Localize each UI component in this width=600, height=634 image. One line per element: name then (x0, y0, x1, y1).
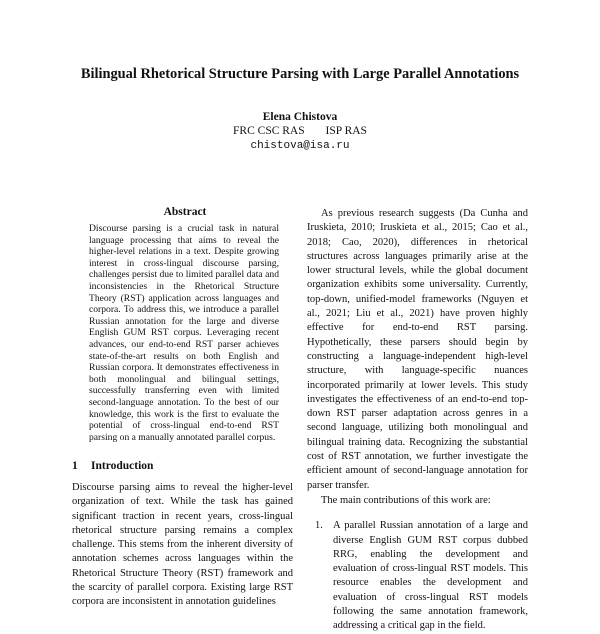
list-item-text: A parallel Russian annotation of a large and diverse English GUM RST corpus dubbed RRG, enabling the development and evaluation of cross-lingual RST models. This resource enables the development and evaluation of cross-lingual RST models following the same annotation framework, addressing a critical gap in the field. (333, 520, 528, 632)
author-name: Elena Chistova (262, 111, 338, 123)
right-column (307, 207, 528, 634)
affiliation: FRC CSC RAS (233, 125, 305, 137)
author-email: chistova@isa.ru (250, 140, 350, 152)
contributions-intro: The main contributions of this work are: (321, 494, 491, 506)
introduction-text: Discourse parsing aims to reveal the higher-level organization of text. While the task has gained significant traction in recent years, cross-lingual rhetorical structure parsing remains a complex challenge. This stems from the inherent diversity of annotation schemes across languages within the Rhetorical Structure Theory (RST) framework and the scarcity of parallel corpora. Existing large RST corpora are inconsistent in annotation guidelines (72, 482, 293, 608)
affiliation: ISP RAS (325, 125, 367, 137)
paper-title: Bilingual Rhetorical Structure Parsing with Large Parallel Annotations (80, 66, 520, 82)
abstract-heading: Abstract (163, 206, 207, 218)
list-marker: 1. (315, 520, 323, 532)
section-heading-introduction (72, 460, 153, 472)
section-number: 1 (72, 460, 78, 472)
contribution-list-item (307, 519, 528, 633)
body-paragraph: As previous research suggests (Da Cunha and Iruskieta, 2010; Iruskieta et al., 2015; Cao et al., 2018; Cao, 2020), differences in rhetorical structures across languages primarily arise at the lower structural levels, while the global document organization exhibits some universality. Currently, top-down, unified-model frameworks (Nguyen et al., 2021; Liu et al., 2021) have proven highly effective for end-to-end RST parsing. Hypothetically, these parsers should begin by constructing a language-independent high-level structure, with language-specific nuances incorporated primarily at lower levels. This study investigates the effectiveness of an end-to-end top-down RST parser adaptation across genres in a second language, utilizing both monolingual and bilingual training data. Recognizing the substantial cost of RST annotation, we further investigate the efficient amount of second-language annotation for parser transfer. (307, 208, 528, 491)
section-title: Introduction (91, 460, 154, 472)
abstract-text: Discourse parsing is a crucial task in natural language processing that aims to reveal the higher-level relations in a text. Despite growing interest in cross-lingual discourse parsing, challenges persist due to limited parallel data and inconsistencies in the Rhetorical Structure Theory (RST) application across languages and corpora. To address this, we introduce a parallel Russian annotation for the large and diverse English GUM RST corpus. Leveraging recent advances, our end-to-end RST parser achieves state-of-the-art results on both English and Russian corpora. It demonstrates effectiveness in both monolingual and bilingual settings, successfully transferring even with limited second-language annotation. To the best of our knowledge, this work is the first to evaluate the potential of cross-lingual end-to-end RST parsing on a manually annotated parallel corpus. (89, 223, 279, 443)
author-affiliations (0, 125, 600, 137)
